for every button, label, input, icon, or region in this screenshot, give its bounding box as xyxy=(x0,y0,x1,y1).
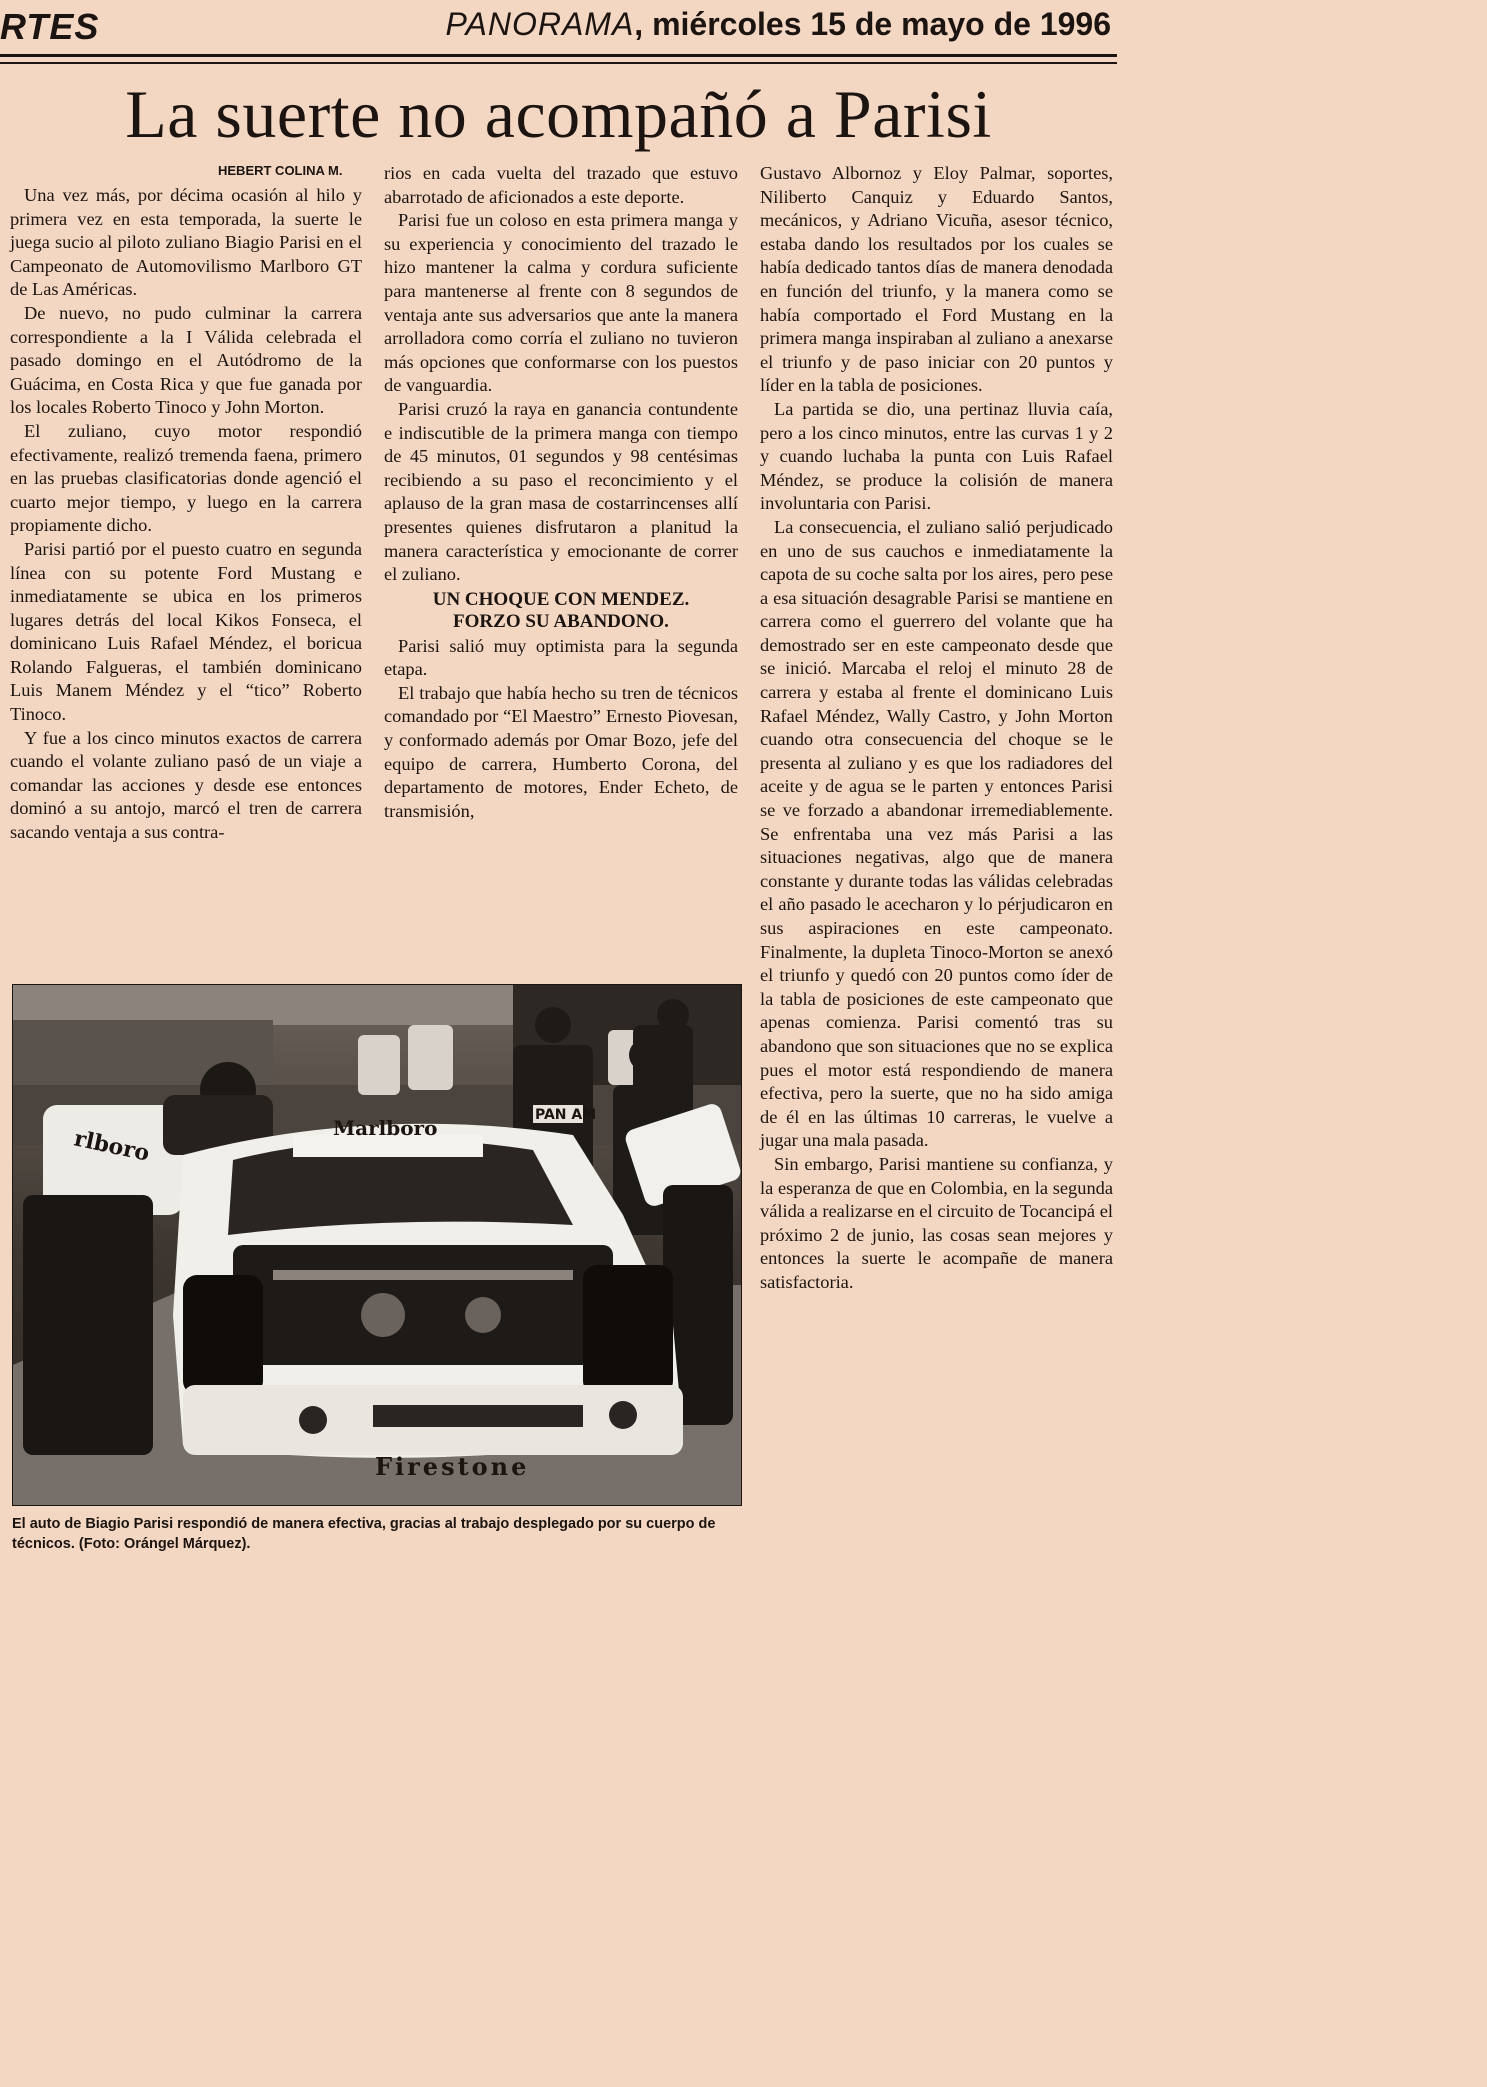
header-rule xyxy=(0,62,1117,64)
shirt-text: rlboro xyxy=(71,1125,152,1167)
article-headline: La suerte no acompañó a Parisi xyxy=(125,76,992,152)
paragraph: Gustavo Albornoz y Eloy Palmar, soportes, Niliberto Canquiz y Eduardo Santos, mecánicos, y Adriano Vicuña, asesor técnico, estaba dando los resultados por los cuales se había dedicado tantos días de manera denodada en función del triunfo, y la manera como se había comportado el Ford Mustang en la primera manga inspiraban al zuliano a anexarse el triunfo y de paso iniciar con 20 puntos y líder en la tabla de posiciones. xyxy=(760,163,1113,396)
subhead-line: UN CHOQUE CON MENDEZ. xyxy=(432,588,690,610)
paragraph: Sin embargo, Parisi mantiene su confianza, y la esperanza de que en Colombia, en la segunda válida a realizarse en el circuito de Tocancipá el próximo 2 de junio, las cosas sean mejores y entonces la suerte le acompañe de manera satisfactoria. xyxy=(760,1153,1113,1292)
paragraph: Y fue a los cinco minutos exactos de carrera cuando el volante zuliano pasó de un viaje a comandar las acciones y desde ese entonces dominó a su antojo, marcó el tren de carrera sacando ventaja a sus contra- xyxy=(10,727,362,843)
article-column-3 xyxy=(760,162,1113,1295)
masthead xyxy=(446,6,1111,43)
paragraph: Parisi partió por el puesto cuatro en segunda línea con su potente Ford Mustang e inmediatamente se ubica en los primeros lugares detrás del local Kikos Fonseca, el dominicano Luis Rafael Méndez, el boricua Rolando Falgueras, el también dominicano Luis Manem Méndez y el “tico” Roberto Tinoco. xyxy=(10,538,362,725)
subhead-line: FORZO SU ABANDONO. xyxy=(453,610,669,632)
article-photo xyxy=(12,984,742,1506)
paragraph: rios en cada vuelta del trazado que estuvo abarrotado de aficionados a este deporte. xyxy=(384,163,738,207)
photo-caption: El auto de Biagio Parisi respondió de manera efectiva, gracias al trabajo desplegado por su cuerpo de técnicos. (Foto: Orángel Márquez). xyxy=(12,1516,716,1552)
race-car-photo xyxy=(13,985,741,1505)
car-sponsor-front-text: Firestone xyxy=(375,1452,530,1481)
section-label: RTES xyxy=(0,6,100,47)
paragraph: Parisi cruzó la raya en ganancia contundente e indiscutible de la primera manga con tiempo de 45 minutos, 01 segundos y 98 centésimas recibiendo a su paso el reconcimiento y el aplauso de la gran masa de costarrincenses allí presentes quienes disfrutaron a planitud la manera característica y emocionante de correr el zuliano. xyxy=(384,398,738,585)
paragraph: De nuevo, no pudo culminar la carrera correspondiente a la I Válida celebrada el pasado domingo en el Autódromo de la Guácima, en Costa Rica y que fue ganada por los locales Roberto Tinoco y John Morton. xyxy=(10,302,362,418)
car-sponsor-top-text: Marlboro xyxy=(333,1116,438,1140)
page-header xyxy=(0,0,1117,57)
paragraph: Parisi fue un coloso en esta primera manga y su experiencia y conocimiento del trazado le hizo mantener la calma y cordura suficiente para mantenerse al frente con 8 segundos de ventaja ante sus adversarios que ante la manera arrolladora como corría el zuliano no tuvieron más opciones que conformarse con los puestos de vanguardia. xyxy=(384,210,738,396)
paragraph: El trabajo que había hecho su tren de técnicos comandado por “El Maestro” Ernesto Piovesan, y conformado además por Omar Bozo, jefe del equipo de carrera, Humberto Corona, del departamento de motores, Ender Echeto, de transmisión, xyxy=(384,682,738,821)
paragraph: Parisi salió muy optimista para la segunda etapa. xyxy=(384,635,738,680)
paragraph: Una vez más, por décima ocasión al hilo y primera vez en esta temporada, la suerte le juega sucio al piloto zuliano Biagio Parisi en el Campeonato de Automovilismo Marlboro GT de Las Américas. xyxy=(10,185,362,300)
article-subhead xyxy=(384,589,738,633)
paragraph: La partida se dio, una pertinaz lluvia caía, pero a los cinco minutos, entre las curvas 1 y 2 y cuando luchaba la punta con Luis Rafael Méndez, se produce la colisión de manera involuntaria con Parisi. xyxy=(760,398,1113,514)
article-column-2 xyxy=(384,162,738,823)
paragraph: El zuliano, cuyo motor respondió efectivamente, realizó tremenda faena, primero en las pruebas clasificatorias donde agenció el cuarto mejor tiempo, y luego en la carrera propiamente dicho. xyxy=(10,420,362,536)
publication-date: , miércoles 15 de mayo de 1996 xyxy=(634,6,1111,42)
article-column-1 xyxy=(10,184,362,845)
crew-badge-text: PAN AM xyxy=(535,1107,597,1123)
paragraph: La consecuencia, el zuliano salió perjudicado en uno de sus cauchos e inmediatamente la capota de su coche salta por los aires, pero pese a esa situación desagrable Parisi se mantiene en carrera como el guerrero del volante que ha demostrado ser en este campeonato desde que se inició. Marcaba el reloj el minuto 28 de carrera y estaba al frente el dominicano Luis Rafael Méndez, Wally Castro, y John Morton cuando otra consecuencia del choque se le presenta al zuliano y es que los radiadores del aceite y de agua se le parten y entonces Parisi se ve forzado a abandonar irremediablemente. Se enfrentaba una vez más Parisi a las situaciones negativas, algo que de manera constante y durante todas las válidas celebradas el año pasado le acecharon y lo pérjudicaron en sus aspiraciones en este campeonato. Finalmente, la dupleta Tinoco-Morton se anexó el triunfo y quedó con 20 puntos como íder de la tabla de posiciones de este campeonato que apenas comienza. Parisi comentó tras su abandono que son situaciones que no se explica pues el motor está respondiendo de manera efectiva, pero la suerte, que no ha sido amiga de él en las últimas 10 carreras, le vuelve a jugar una mala pasada. xyxy=(760,516,1113,1151)
publication-name: PANORAMA xyxy=(445,6,635,42)
article-byline: HEBERT COLINA M. xyxy=(218,163,343,178)
